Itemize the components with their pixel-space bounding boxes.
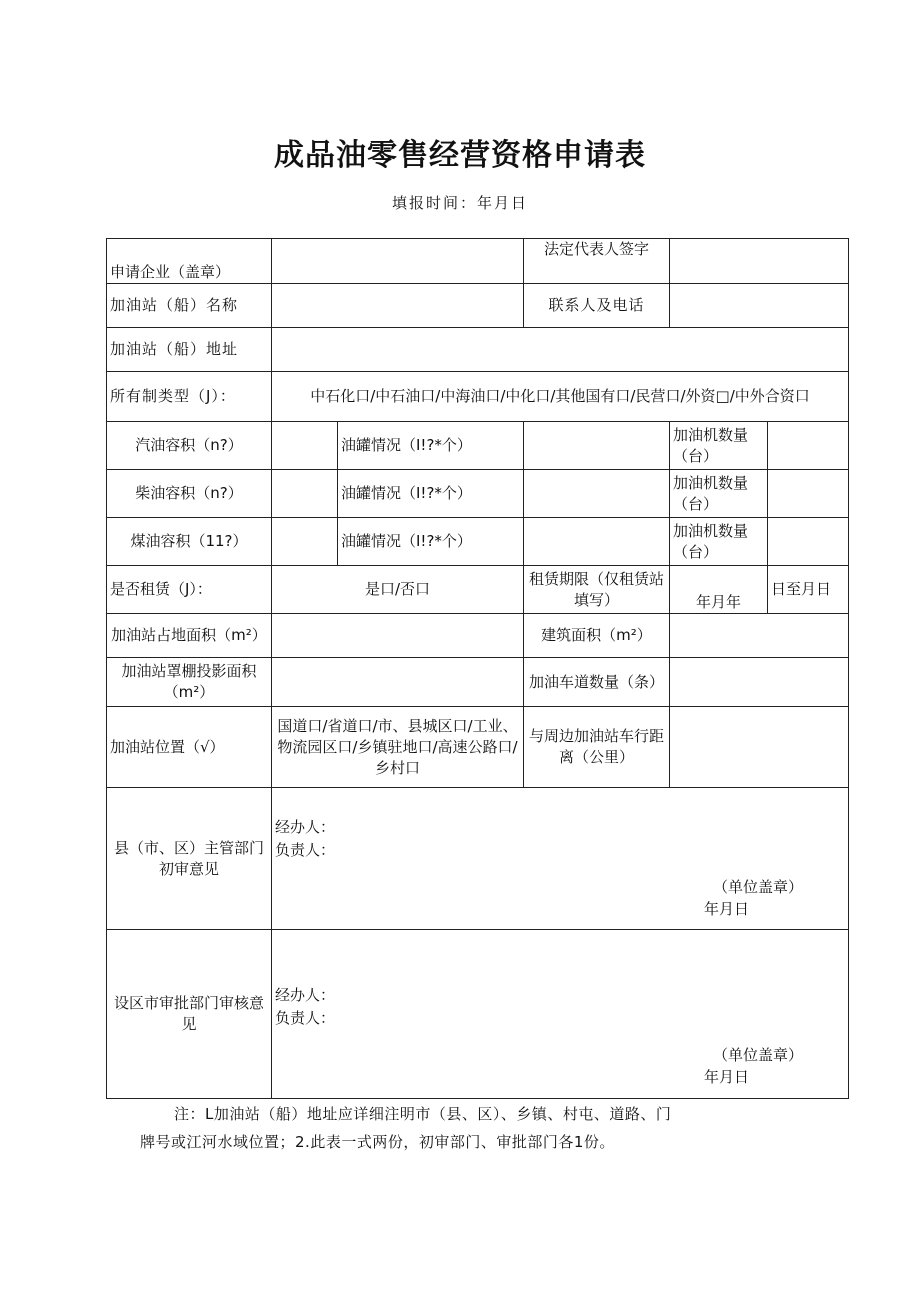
kerosene-tank-label: 油罐情况（I!?*个） bbox=[338, 518, 524, 566]
station-address-field[interactable] bbox=[272, 328, 849, 372]
gasoline-dispenser-field[interactable] bbox=[768, 422, 849, 470]
legal-rep-field[interactable] bbox=[670, 239, 849, 284]
ownership-label: 所有制类型（J）： bbox=[107, 372, 272, 422]
city-date: 年月日 bbox=[703, 1068, 749, 1086]
city-stamp: （单位盖章） bbox=[712, 1046, 803, 1064]
site-area-field[interactable] bbox=[272, 614, 524, 658]
county-review-label: 县（市、区）主管部门初审意见 bbox=[107, 788, 272, 930]
fill-time: 填报时间：年月日 bbox=[391, 194, 528, 212]
location-label: 加油站位置（√） bbox=[107, 707, 272, 788]
station-address-label: 加油站（船）地址 bbox=[107, 328, 272, 372]
diesel-field[interactable] bbox=[272, 470, 338, 518]
gasoline-field[interactable] bbox=[272, 422, 338, 470]
contact-label: 联系人及电话 bbox=[524, 284, 670, 328]
city-responsible: 负责人： bbox=[275, 1009, 336, 1027]
station-name-label: 加油站（船）名称 bbox=[107, 284, 272, 328]
building-area-label: 建筑面积（m²） bbox=[524, 614, 670, 658]
gasoline-dispenser-label: 加油机数量（台） bbox=[670, 422, 768, 470]
application-form-table bbox=[106, 238, 849, 1099]
county-date: 年月日 bbox=[703, 899, 749, 918]
note-line-1: 注：L加油站（船）地址应详细注明市（县、区）、乡镇、村屯、道路、门 bbox=[174, 1105, 672, 1123]
gasoline-tank-field[interactable] bbox=[524, 422, 670, 470]
lane-count-field[interactable] bbox=[670, 658, 849, 707]
lease-options[interactable]: 是口/否口 bbox=[272, 566, 524, 614]
note-line-2: 牌号或江河水域位置；2.此表一式两份，初审部门、审批部门各1份。 bbox=[140, 1133, 615, 1151]
applicant-field[interactable] bbox=[272, 239, 524, 284]
site-area-label: 加油站占地面积（m²） bbox=[107, 614, 272, 658]
location-options[interactable]: 国道口/省道口/市、县城区口/工业、物流园区口/乡镇驻地口/高速公路口/乡村口 bbox=[272, 707, 524, 788]
form-title: 成品油零售经营资格申请表 bbox=[274, 138, 646, 173]
ownership-options[interactable]: 中石化口/中石油口/中海油口/中化口/其他国有口/民营口/外资□/中外合资口 bbox=[272, 372, 849, 422]
distance-label: 与周边加油站车行距离（公里） bbox=[524, 707, 670, 788]
diesel-tank-label: 油罐情况（I!?*个） bbox=[338, 470, 524, 518]
city-review-label: 设区市审批部门审核意见 bbox=[107, 930, 272, 1099]
kerosene-label: 煤油容积（11?） bbox=[107, 518, 272, 566]
form-note bbox=[140, 1100, 780, 1156]
diesel-label: 柴油容积（n?） bbox=[107, 470, 272, 518]
gasoline-tank-label: 油罐情况（I!?*个） bbox=[338, 422, 524, 470]
diesel-tank-field[interactable] bbox=[524, 470, 670, 518]
gasoline-label: 汽油容积（n?） bbox=[107, 422, 272, 470]
kerosene-field[interactable] bbox=[272, 518, 338, 566]
county-stamp: （单位盖章） bbox=[712, 877, 803, 896]
lane-count-label: 加油车道数量（条） bbox=[524, 658, 670, 707]
county-review-field[interactable] bbox=[272, 788, 849, 930]
city-handler: 经办人： bbox=[275, 986, 336, 1004]
lease-to[interactable]: 日至月日 bbox=[768, 566, 849, 614]
kerosene-dispenser-label: 加油机数量（台） bbox=[670, 518, 768, 566]
canopy-area-field[interactable] bbox=[272, 658, 524, 707]
lease-from[interactable]: 年月年 bbox=[670, 566, 768, 614]
kerosene-tank-field[interactable] bbox=[524, 518, 670, 566]
diesel-dispenser-field[interactable] bbox=[768, 470, 849, 518]
building-area-field[interactable] bbox=[670, 614, 849, 658]
diesel-dispenser-label: 加油机数量（台） bbox=[670, 470, 768, 518]
contact-field[interactable] bbox=[670, 284, 849, 328]
legal-rep-label: 法定代表人签字 bbox=[524, 239, 670, 284]
city-review-field[interactable] bbox=[272, 930, 849, 1099]
distance-field[interactable] bbox=[670, 707, 849, 788]
applicant-label: 申请企业（盖章） bbox=[107, 239, 272, 284]
county-responsible: 负责人： bbox=[275, 840, 336, 859]
kerosene-dispenser-field[interactable] bbox=[768, 518, 849, 566]
lease-label: 是否租赁（J）： bbox=[107, 566, 272, 614]
lease-period-label: 租赁期限（仅租赁站填写） bbox=[524, 566, 670, 614]
canopy-area-label: 加油站罩棚投影面积（m²） bbox=[107, 658, 272, 707]
station-name-field[interactable] bbox=[272, 284, 524, 328]
county-handler: 经办人： bbox=[275, 817, 336, 836]
